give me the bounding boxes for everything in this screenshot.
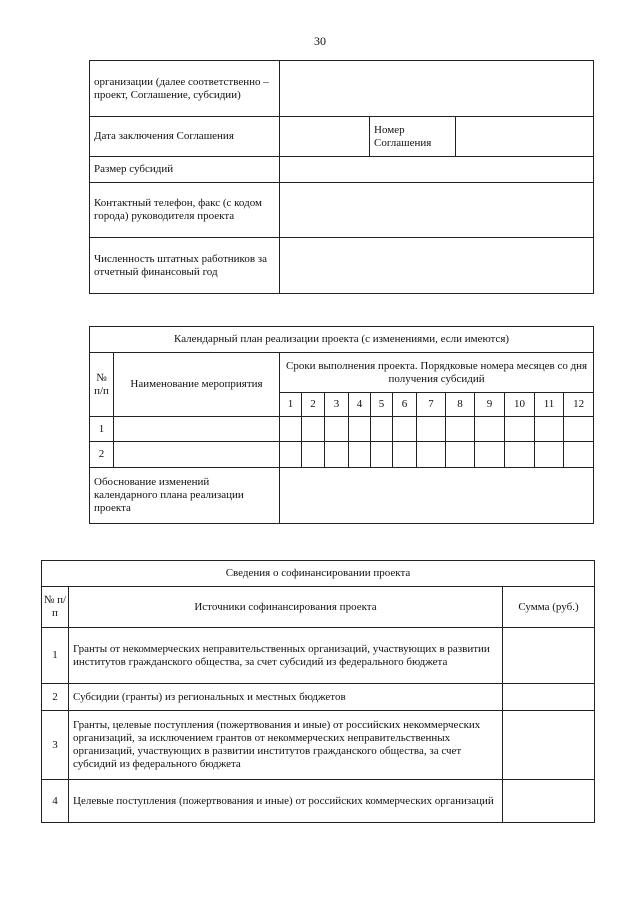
table-row xyxy=(90,117,594,157)
month-cell[interactable] xyxy=(371,442,393,468)
agreement-date-value[interactable] xyxy=(280,117,370,157)
month-cell[interactable] xyxy=(446,442,475,468)
cofinancing-title: Сведения о софинансировании проекта xyxy=(42,561,595,587)
row-number: 1 xyxy=(42,628,69,684)
month-cell[interactable] xyxy=(417,417,446,442)
table-row xyxy=(90,417,594,442)
row-number: 2 xyxy=(90,442,114,468)
month-header: 4 xyxy=(349,393,371,417)
table-row xyxy=(90,442,594,468)
source-header: Источники софинансирования проекта xyxy=(69,587,503,628)
table-row xyxy=(90,157,594,183)
justification-value[interactable] xyxy=(280,468,594,524)
month-cell[interactable] xyxy=(393,442,417,468)
table-row xyxy=(90,327,594,353)
staff-count-value[interactable] xyxy=(280,238,594,294)
row-number: 1 xyxy=(90,417,114,442)
table-row xyxy=(42,780,595,823)
agreement-date-label: Дата заключения Соглашения xyxy=(90,117,280,157)
month-cell[interactable] xyxy=(325,417,349,442)
month-cell[interactable] xyxy=(302,417,325,442)
month-cell[interactable] xyxy=(393,417,417,442)
org-value-cell[interactable] xyxy=(280,61,594,117)
month-cell[interactable] xyxy=(564,442,594,468)
month-cell[interactable] xyxy=(280,417,302,442)
justification-label: Обоснование изменений календарного плана реализации проекта xyxy=(90,468,280,524)
activity-cell[interactable] xyxy=(114,442,280,468)
row-number: 4 xyxy=(42,780,69,823)
month-cell[interactable] xyxy=(349,417,371,442)
table-row xyxy=(90,183,594,238)
org-label-cell: организации (далее соответственно – проект, Соглашение, субсидии) xyxy=(90,61,280,117)
month-cell[interactable] xyxy=(535,417,564,442)
table-row xyxy=(42,628,595,684)
month-cell[interactable] xyxy=(564,417,594,442)
contact-phone-label: Контактный телефон, факс (с кодом города) руководителя проекта xyxy=(90,183,280,238)
month-cell[interactable] xyxy=(371,417,393,442)
num-header: № п/п xyxy=(90,353,114,417)
table-row xyxy=(90,238,594,294)
row-number: 2 xyxy=(42,684,69,711)
table-row xyxy=(42,587,595,628)
month-cell[interactable] xyxy=(535,442,564,468)
month-cell[interactable] xyxy=(349,442,371,468)
sum-cell[interactable] xyxy=(503,684,595,711)
table-row xyxy=(90,468,594,524)
project-info-table xyxy=(89,60,594,294)
sum-cell[interactable] xyxy=(503,628,595,684)
month-cell[interactable] xyxy=(446,417,475,442)
month-header: 11 xyxy=(535,393,564,417)
month-header: 7 xyxy=(417,393,446,417)
source-cell: Гранты от некоммерческих неправительственных организаций, участвующих в развитии институтов гражданского общества, за счет субсидий из федерального бюджета xyxy=(69,628,503,684)
month-header: 10 xyxy=(505,393,535,417)
cofinancing-table xyxy=(41,560,595,823)
month-header: 5 xyxy=(371,393,393,417)
sum-cell[interactable] xyxy=(503,711,595,780)
num-header: № п/п xyxy=(42,587,69,628)
table-row xyxy=(42,711,595,780)
month-cell[interactable] xyxy=(475,442,505,468)
month-header: 9 xyxy=(475,393,505,417)
subsidy-amount-value[interactable] xyxy=(280,157,594,183)
activity-cell[interactable] xyxy=(114,417,280,442)
month-cell[interactable] xyxy=(505,442,535,468)
sum-cell[interactable] xyxy=(503,780,595,823)
table-row xyxy=(90,61,594,117)
table-row xyxy=(42,561,595,587)
source-cell: Субсидии (гранты) из региональных и местных бюджетов xyxy=(69,684,503,711)
month-header: 8 xyxy=(446,393,475,417)
month-header: 3 xyxy=(325,393,349,417)
month-cell[interactable] xyxy=(325,442,349,468)
staff-count-label: Численность штатных работников за отчетный финансовый год xyxy=(90,238,280,294)
calendar-plan-title: Календарный план реализации проекта (с изменениями, если имеются) xyxy=(90,327,594,353)
month-cell[interactable] xyxy=(302,442,325,468)
terms-header: Сроки выполнения проекта. Порядковые номера месяцев со дня получения субсидий xyxy=(280,353,594,393)
month-cell[interactable] xyxy=(280,442,302,468)
table-row xyxy=(42,684,595,711)
month-header: 1 xyxy=(280,393,302,417)
row-number: 3 xyxy=(42,711,69,780)
month-cell[interactable] xyxy=(505,417,535,442)
contact-phone-value[interactable] xyxy=(280,183,594,238)
page-number: 30 xyxy=(314,34,326,48)
month-cell[interactable] xyxy=(475,417,505,442)
agreement-number-label: Номер Соглашения xyxy=(370,117,456,157)
agreement-number-value[interactable] xyxy=(456,117,594,157)
source-cell: Целевые поступления (пожертвования и иные) от российских коммерческих организаций xyxy=(69,780,503,823)
sum-header: Сумма (руб.) xyxy=(503,587,595,628)
table-row xyxy=(90,353,594,393)
source-cell: Гранты, целевые поступления (пожертвования и иные) от российских некоммерческих организаций, за исключением грантов от некоммерческих неправительственных организаций, участвующих в развитии институтов гражданского общества, за счет субсидий из федерального бюджета xyxy=(69,711,503,780)
month-header: 2 xyxy=(302,393,325,417)
month-header: 6 xyxy=(393,393,417,417)
subsidy-amount-label: Размер субсидий xyxy=(90,157,280,183)
calendar-plan-table xyxy=(89,326,594,524)
activity-header: Наименование мероприятия xyxy=(114,353,280,417)
month-header: 12 xyxy=(564,393,594,417)
month-cell[interactable] xyxy=(417,442,446,468)
